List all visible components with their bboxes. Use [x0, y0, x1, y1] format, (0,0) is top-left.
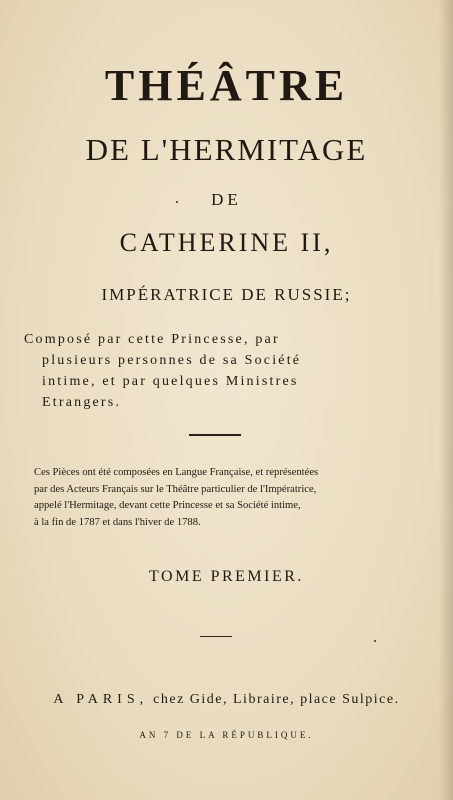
volume-label: TOME PREMIER.: [149, 568, 304, 585]
ornamental-rule: [189, 434, 241, 436]
title-imperatrice: IMPÉRATRICE DE RUSSIE;: [101, 285, 352, 304]
publication-date: AN 7 DE LA RÉPUBLIQUE.: [139, 730, 314, 740]
authors-line-2: plusieurs personnes de sa Société: [42, 353, 302, 368]
performance-note: [34, 465, 424, 531]
imprint-city: A PARIS,: [53, 692, 149, 707]
title-catherine: CATHERINE II,: [119, 228, 334, 257]
note-line-1: Ces Pièces ont été composées en Langue Française, et représentées: [34, 467, 319, 478]
title-de: DE: [211, 190, 242, 209]
note-line-4: à la fin de 1787 et dans l'hiver de 1788.: [34, 516, 201, 528]
note-line-2: par des Acteurs Français sur le Théâtre particulier de l'Impératrice,: [34, 483, 317, 495]
title-theatre: THÉÂTRE: [104, 61, 349, 110]
note-line-3: appelé l'Hermitage, devant cette Princesse et sa Société intime,: [34, 500, 301, 511]
ink-speck: [374, 640, 376, 642]
imprint-publisher: chez Gide, Libraire, place Sulpice.: [153, 692, 400, 707]
authors-statement: [24, 329, 432, 413]
authors-line-4: Etrangers.: [42, 395, 122, 410]
divider-rule: [200, 636, 232, 637]
authors-line-1: Composé par cette Princesse, par: [24, 332, 280, 347]
ink-speck: [176, 201, 178, 203]
title-hermitage: DE L'HERMITAGE: [85, 132, 368, 167]
imprint: [0, 692, 453, 708]
authors-line-3: intime, et par quelques Ministres: [42, 374, 299, 389]
